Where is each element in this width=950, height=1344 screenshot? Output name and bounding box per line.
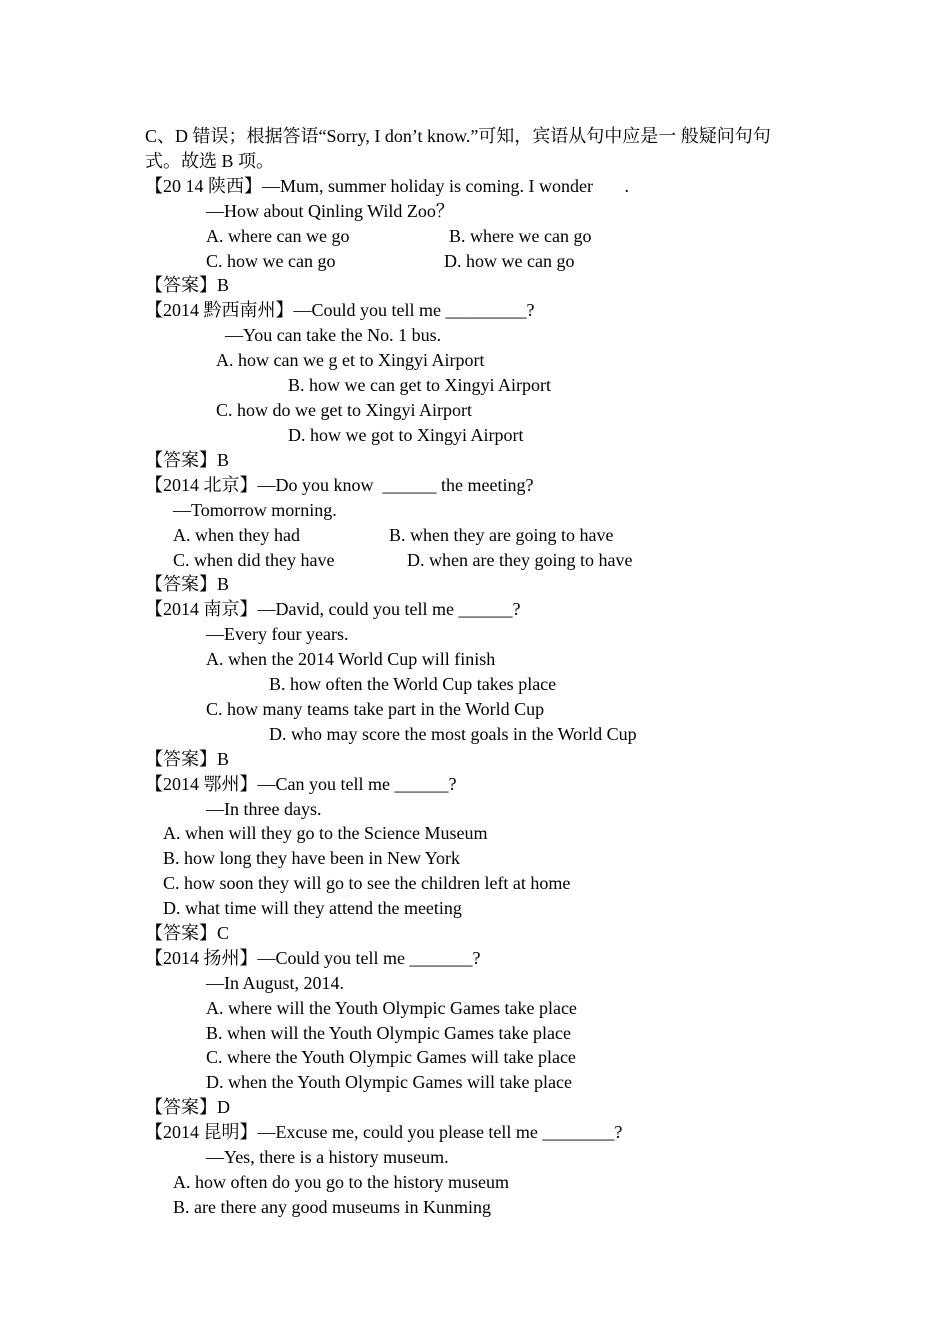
question-reply-shaanxi: —How about Qinling Wild Zoo？	[206, 201, 454, 221]
question-reply-qianxinan: —You can take the No. 1 bus.	[225, 325, 442, 345]
answer-ezhou: 【答案】C	[145, 923, 230, 943]
question-reply-beijing: —Tomorrow morning.	[173, 500, 337, 520]
option-c-qianxinan: C. how do we get to Xingyi Airport	[216, 400, 472, 420]
option-a-qianxinan: A. how can we g et to Xingyi Airport	[216, 350, 485, 370]
answer-qianxinan: 【答案】B	[145, 450, 230, 470]
question-header-kunming: 【2014 昆明】—Excuse me, could you please tell me ________?	[145, 1122, 623, 1142]
option-a-nanjing: A. when the 2014 World Cup will finish	[206, 649, 496, 669]
answer-nanjing: 【答案】B	[145, 749, 230, 769]
option-b-shaanxi: B. where we can go	[449, 226, 592, 246]
question-header-beijing: 【2014 北京】—Do you know ______ the meeting?	[145, 475, 534, 495]
explanation-line-1: C、D 错误；根据答语“Sorry, I don’t know.”可知，宾语从句中应是一 般疑问句句	[145, 126, 771, 146]
answer-yangzhou: 【答案】D	[145, 1097, 230, 1117]
option-a-beijing: A. when they had	[173, 525, 300, 545]
option-d-nanjing: D. who may score the most goals in the World Cup	[269, 724, 637, 744]
question-header-nanjing: 【2014 南京】—David, could you tell me ______?	[145, 599, 521, 619]
option-d-qianxinan: D. how we got to Xingyi Airport	[288, 425, 524, 445]
question-header-yangzhou: 【2014 扬州】—Could you tell me _______?	[145, 948, 481, 968]
question-reply-yangzhou: —In August, 2014.	[206, 973, 345, 993]
option-d-ezhou: D. what time will they attend the meeting	[163, 898, 462, 918]
question-reply-kunming: —Yes, there is a history museum.	[206, 1147, 449, 1167]
option-c-shaanxi: C. how we can go	[206, 251, 336, 271]
option-c-beijing: C. when did they have	[173, 550, 335, 570]
question-reply-nanjing: —Every four years.	[206, 624, 349, 644]
option-b-kunming: B. are there any good museums in Kunming	[173, 1197, 491, 1217]
option-d-beijing: D. when are they going to have	[407, 550, 633, 570]
explanation-line-2: 式。故选 B 项。	[145, 151, 275, 171]
option-b-qianxinan: B. how we can get to Xingyi Airport	[288, 375, 551, 395]
option-a-yangzhou: A. where will the Youth Olympic Games take place	[206, 998, 577, 1018]
question-header-shaanxi: 【20 14 陕西】—Mum, summer holiday is coming. I wonder .	[145, 176, 629, 196]
question-header-ezhou: 【2014 鄂州】—Can you tell me ______?	[145, 774, 457, 794]
option-b-beijing: B. when they are going to have	[389, 525, 614, 545]
question-reply-ezhou: —In three days.	[206, 799, 322, 819]
option-a-kunming: A. how often do you go to the history museum	[173, 1172, 509, 1192]
answer-beijing: 【答案】B	[145, 574, 230, 594]
option-a-ezhou: A. when will they go to the Science Museum	[163, 823, 488, 843]
option-b-yangzhou: B. when will the Youth Olympic Games take place	[206, 1023, 571, 1043]
option-b-ezhou: B. how long they have been in New York	[163, 848, 460, 868]
option-d-yangzhou: D. when the Youth Olympic Games will take place	[206, 1072, 572, 1092]
option-c-ezhou: C. how soon they will go to see the children left at home	[163, 873, 571, 893]
option-a-shaanxi: A. where can we go	[206, 226, 350, 246]
option-b-nanjing: B. how often the World Cup takes place	[269, 674, 557, 694]
option-c-nanjing: C. how many teams take part in the World Cup	[206, 699, 545, 719]
option-d-shaanxi: D. how we can go	[444, 251, 575, 271]
question-header-qianxinan: 【2014 黔西南州】—Could you tell me _________?	[145, 300, 535, 320]
answer-shaanxi: 【答案】B	[145, 275, 230, 295]
option-c-yangzhou: C. where the Youth Olympic Games will take place	[206, 1047, 576, 1067]
